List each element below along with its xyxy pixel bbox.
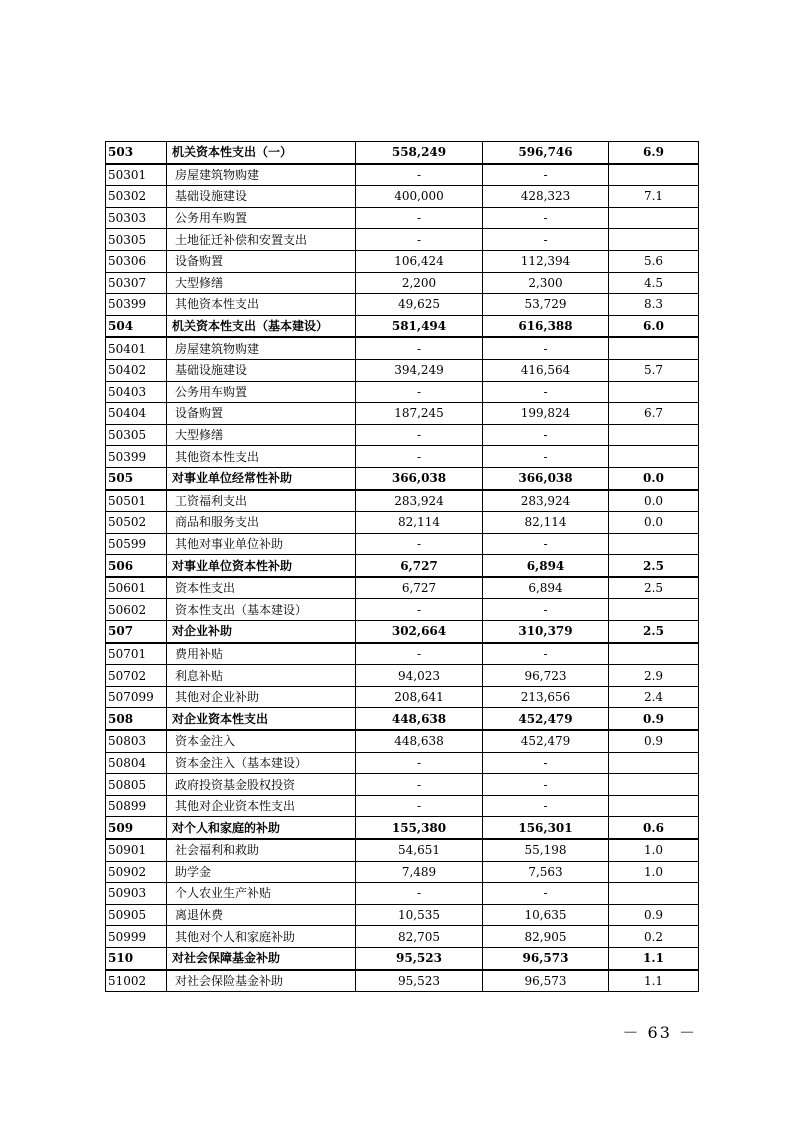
growth-rate-cell bbox=[609, 164, 699, 186]
budget-value-cell: 428,323 bbox=[483, 186, 609, 208]
prior-year-value-cell: 400,000 bbox=[356, 186, 483, 208]
prior-year-value-cell: - bbox=[356, 774, 483, 796]
table-row bbox=[106, 686, 699, 708]
growth-rate-cell: 6.9 bbox=[609, 142, 699, 164]
table-row bbox=[106, 774, 699, 796]
budget-value-cell: 82,905 bbox=[483, 926, 609, 948]
growth-rate-cell: 0.0 bbox=[609, 512, 699, 534]
account-code-cell: 50403 bbox=[106, 381, 167, 403]
item-name-cell: 对企业补助 bbox=[167, 621, 356, 643]
table-row bbox=[106, 883, 699, 905]
growth-rate-cell: 0.0 bbox=[609, 467, 699, 489]
item-name-cell: 房屋建筑物购建 bbox=[167, 164, 356, 186]
prior-year-value-cell: - bbox=[356, 337, 483, 359]
prior-year-value-cell: 2,200 bbox=[356, 272, 483, 294]
account-code-cell: 506 bbox=[106, 555, 167, 577]
account-code-cell: 504 bbox=[106, 315, 167, 337]
account-code-cell: 50902 bbox=[106, 861, 167, 883]
account-code-cell: 507 bbox=[106, 621, 167, 643]
growth-rate-cell: 4.5 bbox=[609, 272, 699, 294]
account-code-cell: 50306 bbox=[106, 250, 167, 272]
table-row bbox=[106, 599, 699, 621]
item-name-cell: 大型修缮 bbox=[167, 272, 356, 294]
budget-value-cell: 7,563 bbox=[483, 861, 609, 883]
growth-rate-cell bbox=[609, 229, 699, 251]
account-code-cell: 50302 bbox=[106, 186, 167, 208]
growth-rate-cell bbox=[609, 752, 699, 774]
table-row bbox=[106, 294, 699, 316]
prior-year-value-cell: 94,023 bbox=[356, 665, 483, 687]
item-name-cell: 公务用车购置 bbox=[167, 381, 356, 403]
prior-year-value-cell: 10,535 bbox=[356, 904, 483, 926]
item-name-cell: 对事业单位经常性补助 bbox=[167, 467, 356, 489]
account-code-cell: 50599 bbox=[106, 533, 167, 555]
growth-rate-cell: 2.5 bbox=[609, 577, 699, 599]
prior-year-value-cell: - bbox=[356, 533, 483, 555]
budget-value-cell: 96,723 bbox=[483, 665, 609, 687]
growth-rate-cell bbox=[609, 381, 699, 403]
account-code-cell: 50905 bbox=[106, 904, 167, 926]
item-name-cell: 资本金注入（基本建设） bbox=[167, 752, 356, 774]
item-name-cell: 大型修缮 bbox=[167, 424, 356, 446]
budget-value-cell: - bbox=[483, 599, 609, 621]
budget-value-cell: 213,656 bbox=[483, 686, 609, 708]
growth-rate-cell: 5.6 bbox=[609, 250, 699, 272]
item-name-cell: 个人农业生产补贴 bbox=[167, 883, 356, 905]
growth-rate-cell: 6.0 bbox=[609, 315, 699, 337]
budget-value-cell: 82,114 bbox=[483, 512, 609, 534]
growth-rate-cell bbox=[609, 599, 699, 621]
account-code-cell: 50399 bbox=[106, 294, 167, 316]
category-row bbox=[106, 817, 699, 839]
prior-year-value-cell: - bbox=[356, 164, 483, 186]
table-row bbox=[106, 164, 699, 186]
item-name-cell: 离退休费 bbox=[167, 904, 356, 926]
prior-year-value-cell: - bbox=[356, 643, 483, 665]
category-row bbox=[106, 555, 699, 577]
category-row bbox=[106, 621, 699, 643]
growth-rate-cell: 2.9 bbox=[609, 665, 699, 687]
budget-value-cell: 596,746 bbox=[483, 142, 609, 164]
account-code-cell: 50804 bbox=[106, 752, 167, 774]
account-code-cell: 50404 bbox=[106, 403, 167, 425]
prior-year-value-cell: 49,625 bbox=[356, 294, 483, 316]
item-name-cell: 其他资本性支出 bbox=[167, 294, 356, 316]
account-code-cell: 50803 bbox=[106, 730, 167, 752]
account-code-cell: 510 bbox=[106, 947, 167, 969]
table-row bbox=[106, 446, 699, 468]
budget-value-cell: 6,894 bbox=[483, 555, 609, 577]
prior-year-value-cell: 187,245 bbox=[356, 403, 483, 425]
growth-rate-cell: 0.9 bbox=[609, 904, 699, 926]
table-row bbox=[106, 229, 699, 251]
item-name-cell: 其他对企业补助 bbox=[167, 686, 356, 708]
table-row bbox=[106, 337, 699, 359]
table-row bbox=[106, 207, 699, 229]
item-name-cell: 房屋建筑物购建 bbox=[167, 337, 356, 359]
growth-rate-cell bbox=[609, 643, 699, 665]
account-code-cell: 50999 bbox=[106, 926, 167, 948]
account-code-cell: 50701 bbox=[106, 643, 167, 665]
item-name-cell: 其他对个人和家庭补助 bbox=[167, 926, 356, 948]
item-name-cell: 其他对事业单位补助 bbox=[167, 533, 356, 555]
budget-value-cell: - bbox=[483, 381, 609, 403]
account-code-cell: 50502 bbox=[106, 512, 167, 534]
item-name-cell: 机关资本性支出（一） bbox=[167, 142, 356, 164]
prior-year-value-cell: 6,727 bbox=[356, 555, 483, 577]
item-name-cell: 其他资本性支出 bbox=[167, 446, 356, 468]
item-name-cell: 土地征迁补偿和安置支出 bbox=[167, 229, 356, 251]
budget-value-cell: 96,573 bbox=[483, 970, 609, 992]
prior-year-value-cell: - bbox=[356, 229, 483, 251]
prior-year-value-cell: 6,727 bbox=[356, 577, 483, 599]
budget-value-cell: 452,479 bbox=[483, 730, 609, 752]
table-row bbox=[106, 643, 699, 665]
budget-value-cell: 53,729 bbox=[483, 294, 609, 316]
budget-value-cell: 55,198 bbox=[483, 839, 609, 861]
growth-rate-cell: 8.3 bbox=[609, 294, 699, 316]
budget-value-cell: - bbox=[483, 446, 609, 468]
table-row bbox=[106, 904, 699, 926]
account-code-cell: 507099 bbox=[106, 686, 167, 708]
item-name-cell: 对社会保险基金补助 bbox=[167, 970, 356, 992]
item-name-cell: 对企业资本性支出 bbox=[167, 708, 356, 730]
account-code-cell: 509 bbox=[106, 817, 167, 839]
item-name-cell: 设备购置 bbox=[167, 403, 356, 425]
prior-year-value-cell: 54,651 bbox=[356, 839, 483, 861]
prior-year-value-cell: - bbox=[356, 795, 483, 817]
prior-year-value-cell: - bbox=[356, 424, 483, 446]
account-code-cell: 50399 bbox=[106, 446, 167, 468]
table-row bbox=[106, 795, 699, 817]
item-name-cell: 对事业单位资本性补助 bbox=[167, 555, 356, 577]
growth-rate-cell: 6.7 bbox=[609, 403, 699, 425]
growth-rate-cell bbox=[609, 446, 699, 468]
prior-year-value-cell: - bbox=[356, 599, 483, 621]
item-name-cell: 利息补贴 bbox=[167, 665, 356, 687]
account-code-cell: 50901 bbox=[106, 839, 167, 861]
account-code-cell: 50303 bbox=[106, 207, 167, 229]
budget-value-cell: 112,394 bbox=[483, 250, 609, 272]
item-name-cell: 资本金注入 bbox=[167, 730, 356, 752]
account-code-cell: 50501 bbox=[106, 490, 167, 512]
page-number: － 63 － bbox=[622, 1023, 697, 1042]
table-row bbox=[106, 512, 699, 534]
category-row bbox=[106, 708, 699, 730]
budget-value-cell: - bbox=[483, 424, 609, 446]
growth-rate-cell: 2.5 bbox=[609, 555, 699, 577]
item-name-cell: 机关资本性支出（基本建设） bbox=[167, 315, 356, 337]
budget-value-cell: 283,924 bbox=[483, 490, 609, 512]
prior-year-value-cell: 558,249 bbox=[356, 142, 483, 164]
account-code-cell: 50903 bbox=[106, 883, 167, 905]
table-row bbox=[106, 926, 699, 948]
table-row bbox=[106, 861, 699, 883]
growth-rate-cell: 1.0 bbox=[609, 839, 699, 861]
prior-year-value-cell: 283,924 bbox=[356, 490, 483, 512]
growth-rate-cell: 0.9 bbox=[609, 708, 699, 730]
budget-value-cell: 2,300 bbox=[483, 272, 609, 294]
prior-year-value-cell: 106,424 bbox=[356, 250, 483, 272]
budget-value-cell: - bbox=[483, 229, 609, 251]
growth-rate-cell: 2.5 bbox=[609, 621, 699, 643]
prior-year-value-cell: 366,038 bbox=[356, 467, 483, 489]
account-code-cell: 50305 bbox=[106, 229, 167, 251]
category-row bbox=[106, 315, 699, 337]
budget-value-cell: 199,824 bbox=[483, 403, 609, 425]
budget-value-cell: 6,894 bbox=[483, 577, 609, 599]
item-name-cell: 资本性支出 bbox=[167, 577, 356, 599]
budget-value-cell: - bbox=[483, 752, 609, 774]
account-code-cell: 508 bbox=[106, 708, 167, 730]
growth-rate-cell: 0.0 bbox=[609, 490, 699, 512]
account-code-cell: 50601 bbox=[106, 577, 167, 599]
budget-value-cell: 96,573 bbox=[483, 947, 609, 969]
prior-year-value-cell: 302,664 bbox=[356, 621, 483, 643]
table-row bbox=[106, 424, 699, 446]
table-row bbox=[106, 272, 699, 294]
budget-table bbox=[105, 141, 699, 992]
table-row bbox=[106, 359, 699, 381]
prior-year-value-cell: 581,494 bbox=[356, 315, 483, 337]
budget-value-cell: 416,564 bbox=[483, 359, 609, 381]
item-name-cell: 设备购置 bbox=[167, 250, 356, 272]
growth-rate-cell: 0.6 bbox=[609, 817, 699, 839]
item-name-cell: 政府投资基金股权投资 bbox=[167, 774, 356, 796]
budget-value-cell: 616,388 bbox=[483, 315, 609, 337]
account-code-cell: 51002 bbox=[106, 970, 167, 992]
table-row bbox=[106, 381, 699, 403]
growth-rate-cell: 5.7 bbox=[609, 359, 699, 381]
budget-value-cell: - bbox=[483, 533, 609, 555]
item-name-cell: 基础设施建设 bbox=[167, 359, 356, 381]
prior-year-value-cell: 208,641 bbox=[356, 686, 483, 708]
growth-rate-cell: 0.9 bbox=[609, 730, 699, 752]
account-code-cell: 505 bbox=[106, 467, 167, 489]
item-name-cell: 对个人和家庭的补助 bbox=[167, 817, 356, 839]
item-name-cell: 助学金 bbox=[167, 861, 356, 883]
budget-value-cell: - bbox=[483, 774, 609, 796]
prior-year-value-cell: - bbox=[356, 752, 483, 774]
growth-rate-cell: 1.1 bbox=[609, 970, 699, 992]
account-code-cell: 50702 bbox=[106, 665, 167, 687]
table-row bbox=[106, 403, 699, 425]
growth-rate-cell bbox=[609, 337, 699, 359]
account-code-cell: 50602 bbox=[106, 599, 167, 621]
table-row bbox=[106, 752, 699, 774]
account-code-cell: 50307 bbox=[106, 272, 167, 294]
growth-rate-cell: 2.4 bbox=[609, 686, 699, 708]
budget-value-cell: - bbox=[483, 207, 609, 229]
item-name-cell: 其他对企业资本性支出 bbox=[167, 795, 356, 817]
prior-year-value-cell: 394,249 bbox=[356, 359, 483, 381]
category-row bbox=[106, 947, 699, 969]
prior-year-value-cell: 95,523 bbox=[356, 947, 483, 969]
budget-value-cell: - bbox=[483, 643, 609, 665]
growth-rate-cell bbox=[609, 774, 699, 796]
budget-value-cell: - bbox=[483, 883, 609, 905]
budget-value-cell: 366,038 bbox=[483, 467, 609, 489]
growth-rate-cell bbox=[609, 207, 699, 229]
budget-value-cell: 452,479 bbox=[483, 708, 609, 730]
table-row bbox=[106, 490, 699, 512]
prior-year-value-cell: 95,523 bbox=[356, 970, 483, 992]
growth-rate-cell bbox=[609, 424, 699, 446]
growth-rate-cell bbox=[609, 533, 699, 555]
table-row bbox=[106, 839, 699, 861]
account-code-cell: 50899 bbox=[106, 795, 167, 817]
prior-year-value-cell: 7,489 bbox=[356, 861, 483, 883]
growth-rate-cell: 1.0 bbox=[609, 861, 699, 883]
category-row bbox=[106, 467, 699, 489]
table-body bbox=[106, 142, 699, 992]
table-row bbox=[106, 186, 699, 208]
account-code-cell: 50401 bbox=[106, 337, 167, 359]
category-row bbox=[106, 142, 699, 164]
item-name-cell: 资本性支出（基本建设） bbox=[167, 599, 356, 621]
prior-year-value-cell: 82,114 bbox=[356, 512, 483, 534]
prior-year-value-cell: - bbox=[356, 381, 483, 403]
prior-year-value-cell: 448,638 bbox=[356, 708, 483, 730]
table-row bbox=[106, 665, 699, 687]
account-code-cell: 50805 bbox=[106, 774, 167, 796]
table-row bbox=[106, 250, 699, 272]
budget-value-cell: 310,379 bbox=[483, 621, 609, 643]
prior-year-value-cell: 155,380 bbox=[356, 817, 483, 839]
account-code-cell: 50305 bbox=[106, 424, 167, 446]
growth-rate-cell bbox=[609, 795, 699, 817]
growth-rate-cell: 7.1 bbox=[609, 186, 699, 208]
growth-rate-cell: 1.1 bbox=[609, 947, 699, 969]
growth-rate-cell bbox=[609, 883, 699, 905]
budget-value-cell: - bbox=[483, 337, 609, 359]
account-code-cell: 503 bbox=[106, 142, 167, 164]
account-code-cell: 50402 bbox=[106, 359, 167, 381]
prior-year-value-cell: - bbox=[356, 446, 483, 468]
table-row bbox=[106, 577, 699, 599]
table-row bbox=[106, 730, 699, 752]
prior-year-value-cell: 82,705 bbox=[356, 926, 483, 948]
item-name-cell: 对社会保障基金补助 bbox=[167, 947, 356, 969]
budget-value-cell: - bbox=[483, 795, 609, 817]
item-name-cell: 社会福利和救助 bbox=[167, 839, 356, 861]
prior-year-value-cell: - bbox=[356, 207, 483, 229]
growth-rate-cell: 0.2 bbox=[609, 926, 699, 948]
table-row bbox=[106, 533, 699, 555]
item-name-cell: 工资福利支出 bbox=[167, 490, 356, 512]
budget-value-cell: 156,301 bbox=[483, 817, 609, 839]
prior-year-value-cell: 448,638 bbox=[356, 730, 483, 752]
item-name-cell: 公务用车购置 bbox=[167, 207, 356, 229]
item-name-cell: 基础设施建设 bbox=[167, 186, 356, 208]
table-row bbox=[106, 970, 699, 992]
item-name-cell: 费用补贴 bbox=[167, 643, 356, 665]
account-code-cell: 50301 bbox=[106, 164, 167, 186]
prior-year-value-cell: - bbox=[356, 883, 483, 905]
budget-value-cell: 10,635 bbox=[483, 904, 609, 926]
budget-value-cell: - bbox=[483, 164, 609, 186]
item-name-cell: 商品和服务支出 bbox=[167, 512, 356, 534]
